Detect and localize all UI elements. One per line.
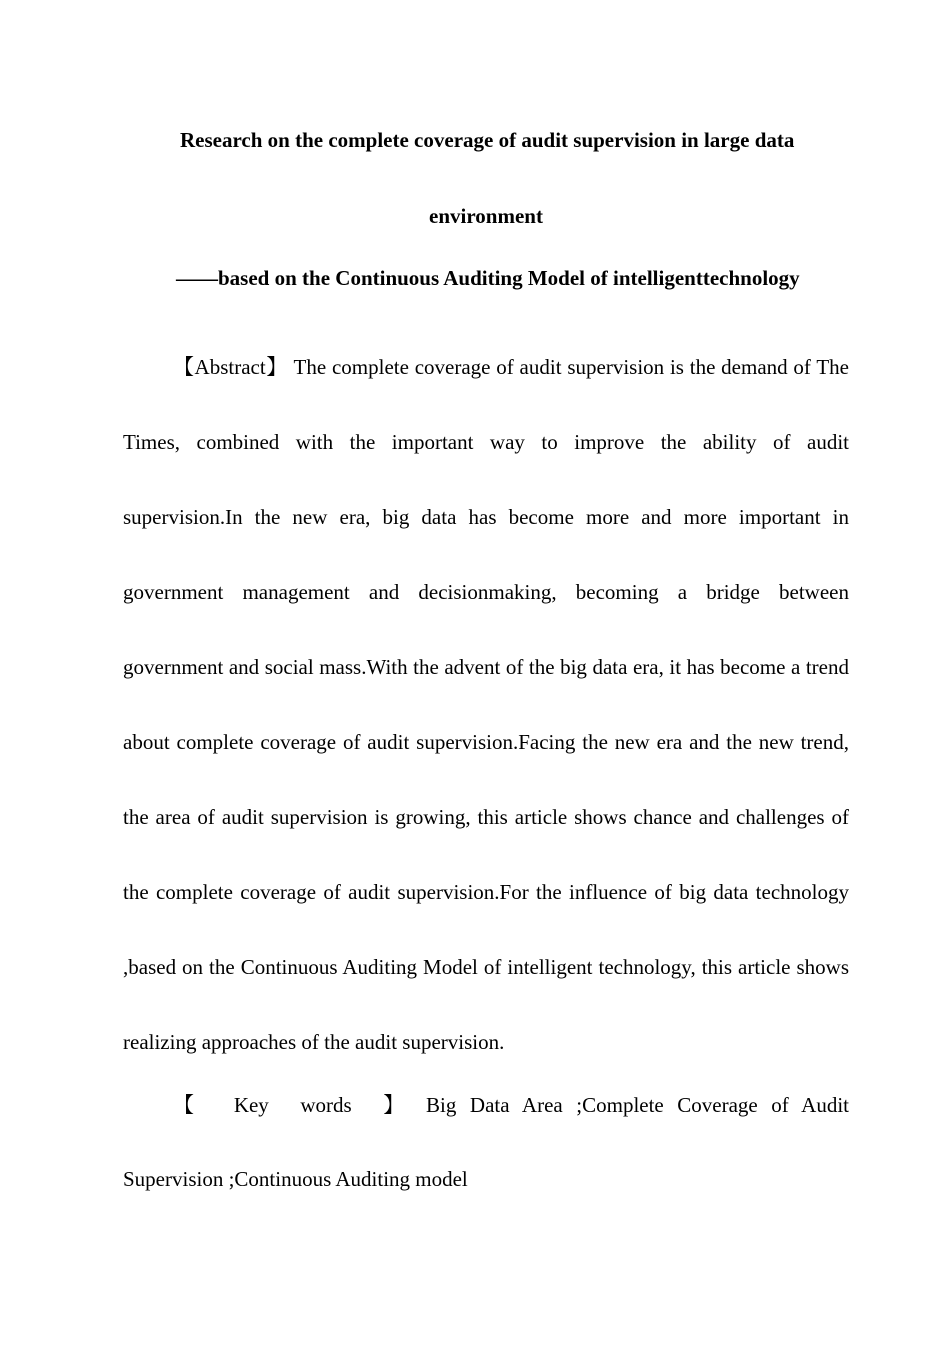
abstract-label: 【Abstract】: [173, 355, 288, 379]
paper-subtitle: ——based on the Continuous Auditing Model of intelligenttechnology: [176, 266, 800, 290]
keywords-text: Big Data Area ;Complete Coverage of Audit Supervision ;Continuous Auditing model: [123, 1093, 849, 1191]
abstract-paragraph: [123, 330, 849, 1080]
paper-title-line-2: environment: [429, 204, 543, 228]
keywords-label: 【 Key words 】: [173, 1093, 413, 1117]
abstract-text: The complete coverage of audit supervision is the demand of The Times, combined with the important way to improve the ability of audit supervision.In the new era, big data has become more and more important in government management and decisionmaking, becoming a bridge between government and social mass.With the advent of the big data era, it has become a trend about complete coverage of audit supervision.Facing the new era and the new trend, the area of audit supervision is growing, this article shows chance and challenges of the complete coverage of audit supervision.For the influence of big data technology ,based on the Continuous Auditing Model of intelligent technology, this article shows realizing approaches of the audit supervision.: [123, 355, 849, 1054]
keywords-paragraph: [123, 1068, 849, 1216]
paper-title-line-1: Research on the complete coverage of audit supervision in large data: [180, 128, 795, 152]
